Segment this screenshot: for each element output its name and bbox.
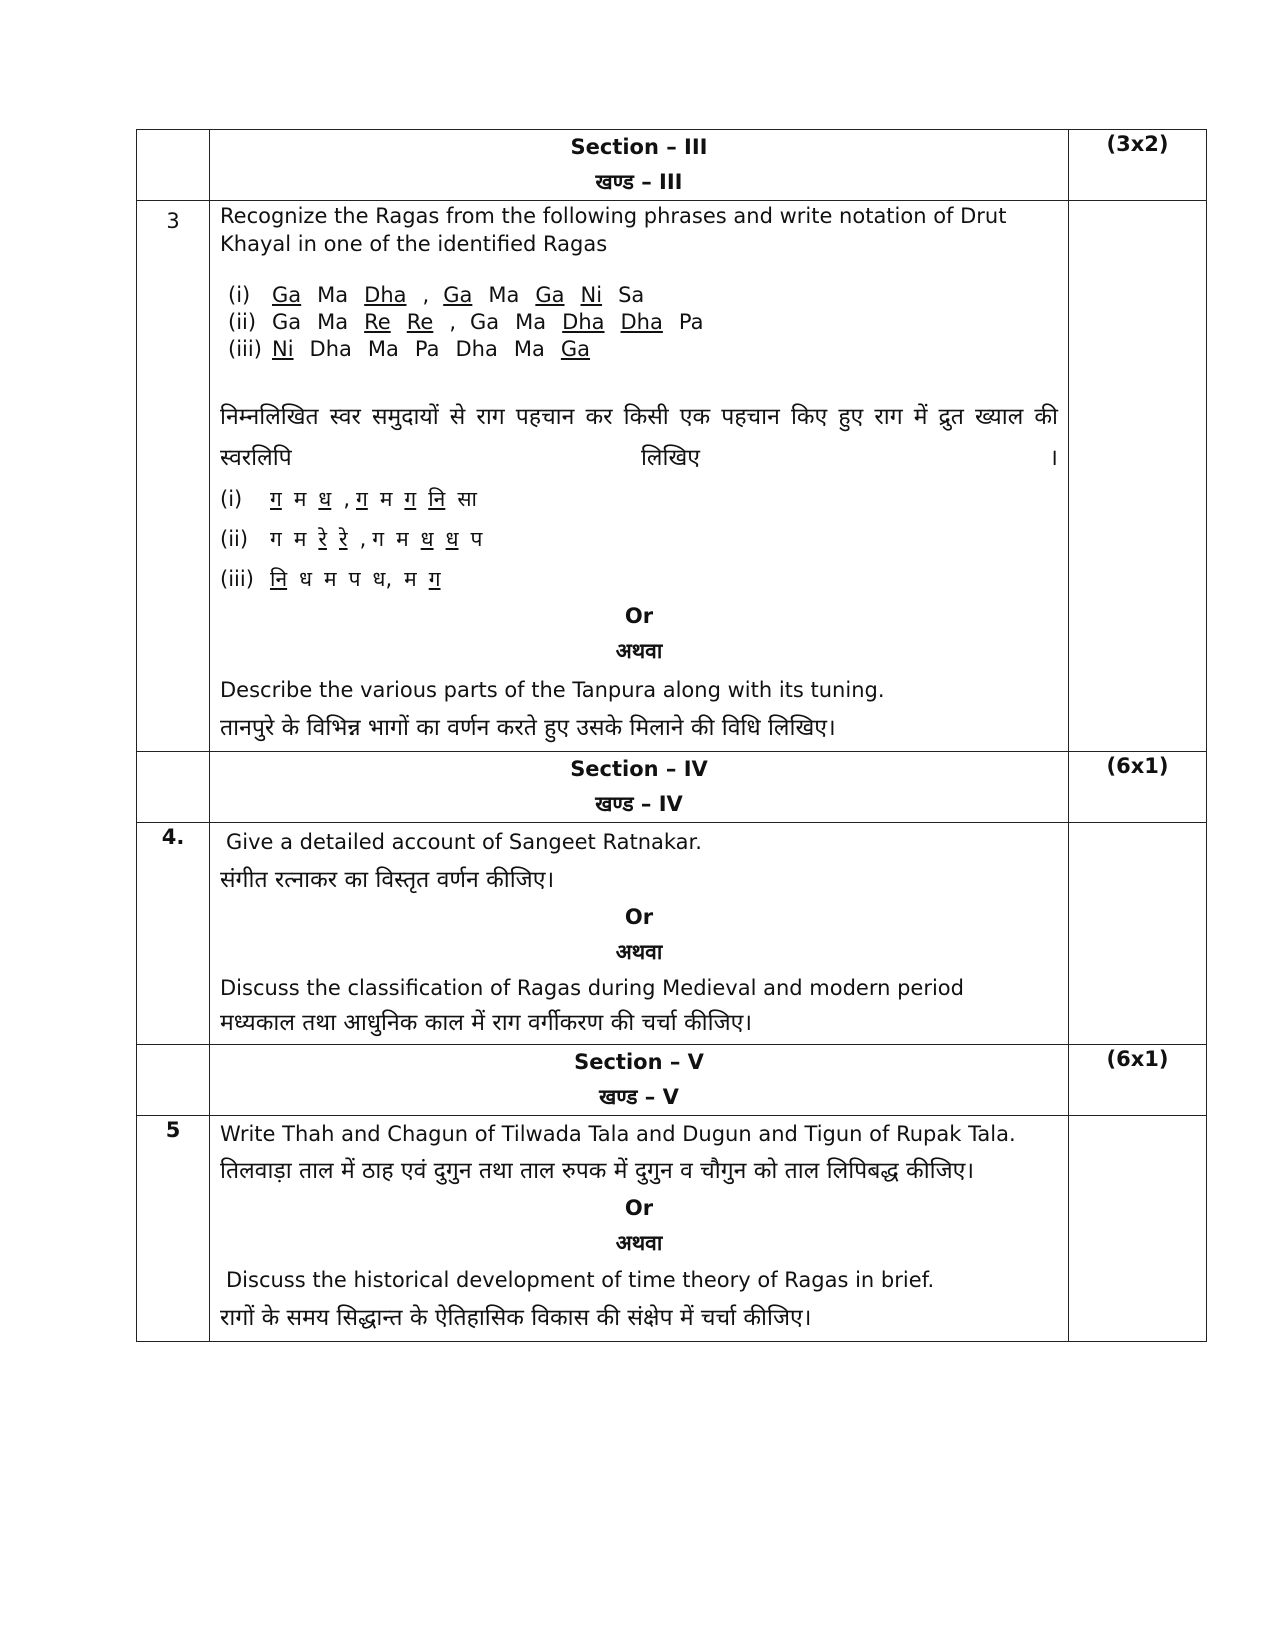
question-3-alt-hi: तानपुरे के विभिन्न भागों का वर्णन करते हुए उसके मिलाने की विधि लिखिए। [220,715,836,741]
swara-note: Ga [272,310,302,334]
phrase-label: (iii) [220,567,254,591]
swara-note: ध [318,487,332,511]
swara-note: Re [406,310,434,334]
phrase-label: (i) [220,487,243,511]
swara-note: ग [356,487,368,511]
section-3-title-hi: खण्ड – III [595,170,683,194]
question-4-row [137,823,1207,1045]
swara-note: Ma [367,337,399,361]
question-3-phrases-en [228,282,1058,363]
swara-note: ध [420,527,434,551]
question-4-prompt-hi: संगीत रत्नाकर का विस्तृत वर्णन कीजिए। [220,867,555,893]
section-3-num-cell [137,130,210,201]
section-4-header-row [137,752,1207,823]
swara-phrase-line [228,336,1058,363]
swara-note: Ga [443,283,473,307]
phrase-label: (iii) [228,337,262,361]
swara-note: ध [299,567,313,591]
swara-note: ग [372,527,385,551]
question-3-alt-en: Describe the various parts of the Tanpura along with its tuning. [220,678,885,702]
section-4-num-cell [137,752,210,823]
swara-note: रे [318,527,327,551]
question-4-or-en: Or [624,905,654,929]
question-4-body [210,823,1069,1045]
question-3-prompt-hi: निम्नलिखित स्वर समुदायों से राग पहचान कर किसी एक पहचान किए हुए राग में द्रुत ख्याल की स्वरलिपि लिखिए । [220,404,1058,471]
swara-phrase-line [228,309,1058,336]
swara-note: Dha [620,310,663,334]
swara-note: Ni [580,283,603,307]
question-5-or-en: Or [624,1196,654,1220]
section-3-title-cell [210,130,1069,201]
section-4-title-hi: खण्ड – IV [595,792,683,816]
question-4-alt-en: Discuss the classification of Ragas during Medieval and modern period [220,976,964,1000]
section-4-title-cell [210,752,1069,823]
question-3-or-hi: अथवा [615,639,663,663]
question-3-number: 3 [137,201,210,752]
swara-note: , [422,283,430,307]
swara-phrase-line [220,559,1058,599]
section-5-header-row [137,1045,1207,1116]
question-4-or-hi: अथवा [615,940,663,964]
swara-note: , [359,527,367,551]
question-5-marks-cell [1069,1116,1207,1342]
phrase-label: (ii) [228,310,257,334]
section-3-header-row [137,130,1207,201]
question-3-marks-cell [1069,201,1207,752]
question-5-or-hi: अथवा [615,1231,663,1255]
question-3-body [210,201,1069,752]
swara-note: ग [270,487,282,511]
question-paper-table [136,129,1207,1342]
section-5-title-cell [210,1045,1069,1116]
swara-note: Ni [272,337,294,361]
swara-note: Dha [455,337,498,361]
question-5-row [137,1116,1207,1342]
swara-note: म [293,487,307,511]
swara-note: म [324,567,337,591]
question-5-prompt-hi: तिलवाड़ा ताल में ठाह एवं दुगुन तथा ताल रुपक में दुगुन व चौगुन को ताल लिपिबद्ध कीजिए। [220,1158,975,1184]
swara-note: प [470,527,483,551]
swara-note: नि [270,567,288,591]
question-3-prompt-en: Recognize the Ragas from the following phrases and write notation of Drut Khayal in one of the identified Ragas [220,204,1007,256]
question-5-number: 5 [137,1116,210,1342]
question-4-prompt-en: Give a detailed account of Sangeet Ratnakar. [226,830,702,854]
swara-phrase-line [220,479,1058,519]
swara-note: नि [428,487,446,511]
question-4-marks-cell [1069,823,1207,1045]
swara-note: सा [457,487,477,511]
swara-note: Ga [560,337,591,361]
swara-note: Dha [562,310,605,334]
swara-note: , [343,487,350,511]
swara-note: म [293,527,307,551]
section-5-title-en: Section – V [574,1050,704,1074]
swara-note: म [396,527,409,551]
question-3-row [137,201,1207,752]
swara-phrase-line [220,519,1058,559]
swara-note: ग [404,487,417,511]
section-5-title-hi: खण्ड – V [599,1085,679,1109]
swara-note: ध [445,527,459,551]
phrase-label: (i) [228,283,251,307]
swara-note: ग [428,567,441,591]
section-4-title-en: Section – IV [570,757,708,781]
question-5-body [210,1116,1069,1342]
question-3-phrases-hi [220,479,1058,599]
swara-phrase-line [228,282,1058,309]
swara-note: Ma [317,310,349,334]
section-3-title-en: Section – III [570,135,708,159]
section-3-marks: (3x2) [1069,130,1207,201]
question-4-number: 4. [137,823,210,1045]
swara-note: Ma [317,283,349,307]
swara-note: Re [364,310,391,334]
swara-note: रे [338,527,348,551]
swara-note: Dha [309,337,352,361]
question-4-alt-hi: मध्यकाल तथा आधुनिक काल में राग वर्गीकरण की चर्चा कीजिए। [220,1010,753,1036]
question-5-alt-en: Discuss the historical development of time theory of Ragas in brief. [226,1268,935,1292]
swara-note: Pa [414,337,440,361]
swara-note: प [348,567,361,591]
swara-note: , [449,310,456,334]
swara-note: ग [270,527,282,551]
question-5-prompt-en: Write Thah and Chagun of Tilwada Tala and Dugun and Tigun of Rupak Tala. [220,1122,1016,1146]
swara-note: Ma [488,283,520,307]
section-5-marks: (6x1) [1069,1045,1207,1116]
phrase-label: (ii) [220,527,249,551]
swara-note: Ga [535,283,565,307]
swara-note: Ga [272,283,302,307]
section-5-num-cell [137,1045,210,1116]
swara-note: Sa [618,283,645,307]
swara-note: Ma [515,310,547,334]
section-4-marks: (6x1) [1069,752,1207,823]
question-5-alt-hi: रागों के समय सिद्धान्त के ऐतिहासिक विकास की संक्षेप में चर्चा कीजिए। [220,1305,812,1331]
swara-note: Ma [513,337,545,361]
swara-note: Dha [364,283,407,307]
swara-note: Pa [678,310,704,334]
swara-note: म [404,567,417,591]
swara-note: ध, [372,567,393,591]
swara-note: म [379,487,393,511]
question-3-or-en: Or [624,604,654,628]
swara-note: Ga [470,310,500,334]
